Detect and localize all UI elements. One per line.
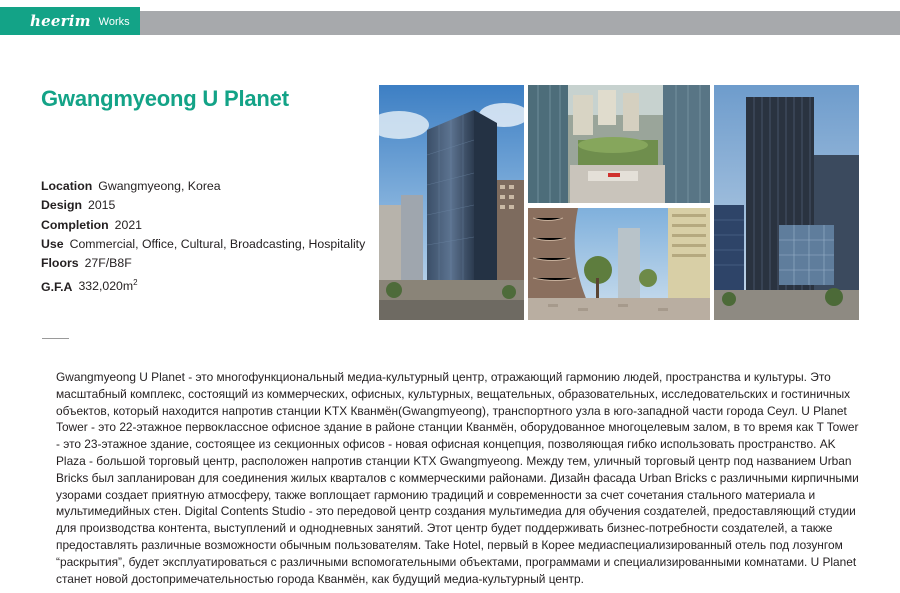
info-row-completion: Completion 2021 bbox=[41, 217, 142, 232]
info-row-gfa: G.F.A $332,020m^2$ bbox=[41, 278, 138, 294]
office-tower-photo bbox=[714, 85, 859, 320]
street-mall-photo bbox=[528, 208, 710, 320]
info-row-location: Location Gwangmyeong, Korea bbox=[41, 179, 221, 193]
section-label: Works bbox=[98, 16, 130, 28]
info-row-floors: Floors 27F/B8F bbox=[41, 256, 132, 271]
project-title: Gwangmyeong U Planet bbox=[41, 86, 289, 111]
info-row-design: Design 2015 bbox=[41, 198, 116, 213]
aerial-rooftop-photo bbox=[528, 85, 710, 203]
brand-logo: heerim bbox=[30, 12, 91, 30]
info-row-use: Use Commercial, Office, Cultural, Broadcasting, Hospitality bbox=[41, 236, 366, 251]
project-description: Gwangmyeong U Planet - это многофункциональный медиа-культурный центр, отражающий гармонию людей, пространства и культуры. Это масштабный комплекс, состоящий из коммерческих, офисных, культурных, вещательных, образовательных, исследовательских и гостиничных объектов, который находится напротив станции KTX Кванмён(Gwangmyeong), транспортного узла в юго-западной части города Сеул. U Planet Tower - это 22-этажное первоклассное офисное здание в районе станции Кванмён, оборудованное многоцелевым залом, в то время как T Tower - это 23-этажное здание, состоящее из секционных офисов - новая офисная концепция, позволяющая гибко использовать пространство. AK Plaza - большой торговый центр, расположен напротив станции KTX Gwangmyeong. Между тем, уличный торговый центр под названием Urban Bricks был запланирован для соединения жилых кварталов с коммерческими районами. Дизайн фасада Urban Bricks с различными кирпичными узорами создает приятную атмосферу, также воплощает гармонию традиций и современности за счет сочетания стального материала и мультимедийных стен. Digital Contents Studio - это передовой центр создания мультимедиа для обучения создателей, предоставляющий студии для производства контента, выступлений и однодневных занятий. Этот центр будет поддерживать бизнес-потребности создателей, а также предоставлять различные возможности обычным пользователям. Take Hotel, первый в Корее медиаспециализированный отель под лозунгом “раскрытия”, будет эксплуатироваться с различными вспомогательными объектами, программами и специализированными комнатами. U Planet станет новой достопримечательностью города Кванмён, как будущий медиа-культурный центр. bbox=[56, 370, 859, 586]
brand-tab bbox=[0, 7, 140, 35]
project-info bbox=[41, 177, 365, 297]
tower-exterior-photo bbox=[379, 85, 524, 320]
divider bbox=[42, 338, 69, 339]
